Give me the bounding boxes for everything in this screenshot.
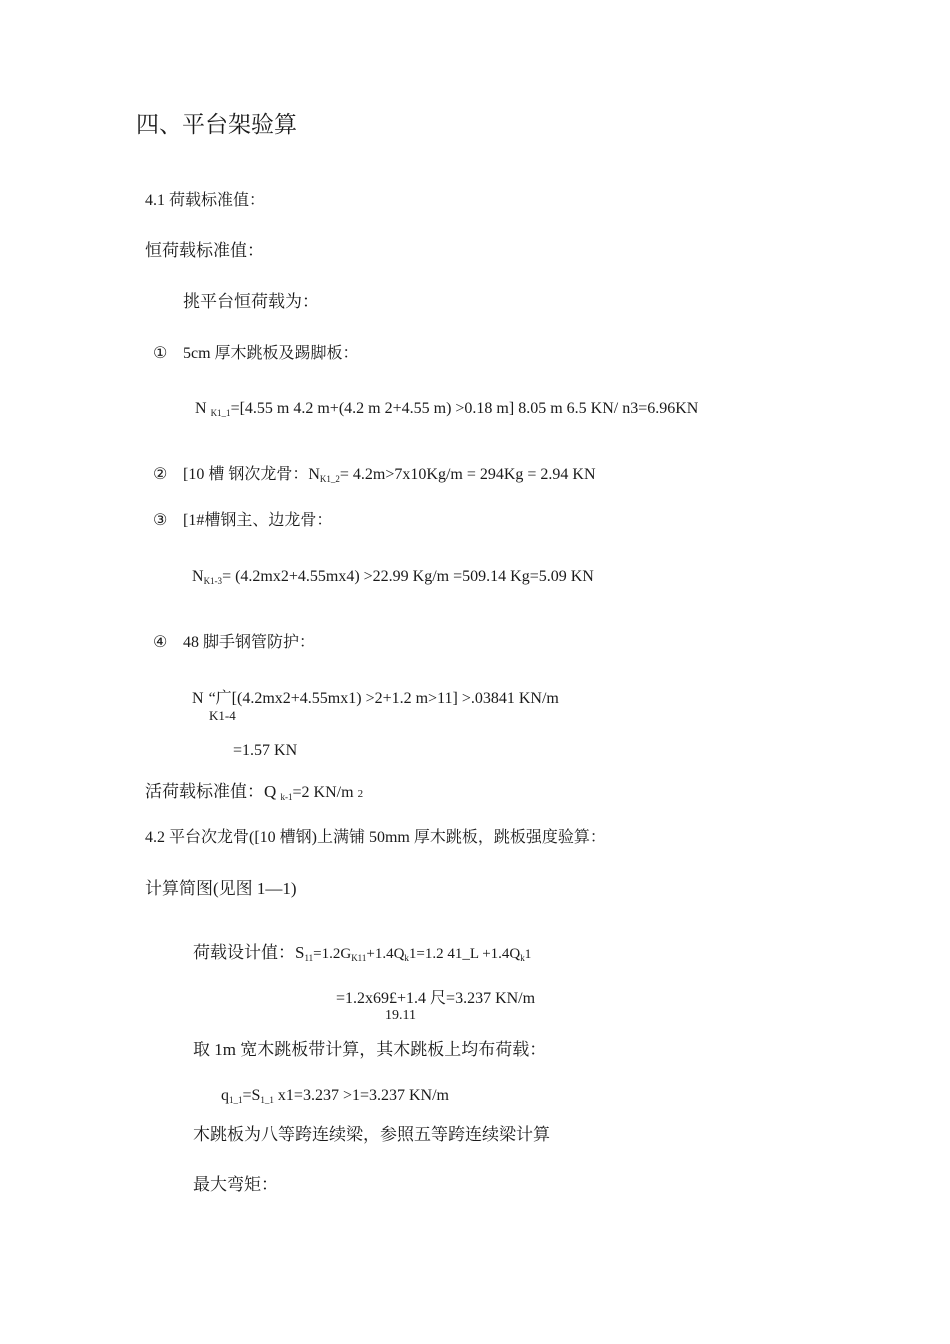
formula-nk1-1: [195, 399, 698, 420]
item-3: [153, 511, 332, 531]
formula-4-result: =1.57 KN: [233, 742, 298, 759]
dead-load-heading: 恒荷载标准值：: [145, 241, 264, 260]
formula-3-expression: = (4.2mx2+4.55mx4) >22.99 Kg/m =509.14 Kg=5.09 KN: [222, 568, 594, 585]
item-2-marker: ②: [153, 466, 168, 483]
formula-1-expression: =[4.55 m 4.2 m+(4.2 m 2+4.55 m) >0.18 m] 8.05 m 6.5 KN/ n3=6.96KN: [230, 400, 699, 417]
s-subscript: 1_1: [260, 1095, 274, 1105]
item-2-expression: = 4.2m>7x10Kg/m = 294Kg = 2.94 KN: [339, 466, 596, 483]
item-2: [153, 465, 596, 486]
design-load-line-2: =1.2x69£+1.4 尺=3.237 KN/m: [336, 990, 536, 1007]
design-load-part-3: +1.4Q: [366, 946, 405, 962]
section-4-1-heading: 4.1 荷载标准值：: [145, 192, 266, 209]
live-load-label: 活荷载标准值：Q: [145, 782, 281, 801]
design-load-line: [193, 943, 531, 965]
section-title: 四、平台架验算: [136, 112, 297, 137]
live-load-subscript: k-1: [280, 792, 293, 802]
item-2-subscript: K1_2: [319, 474, 340, 484]
q-symbol: q: [221, 1087, 229, 1104]
q-expression: x1=3.237 >1=3.237 KN/m: [273, 1087, 449, 1104]
strip-calc-text: 取 1m 宽木跳板带计算，其木跳板上均布荷载：: [193, 1040, 547, 1059]
item-4-marker: ④: [153, 634, 168, 651]
design-load-label: 荷载设计值：S: [193, 943, 305, 962]
item-1: [153, 344, 359, 364]
live-load-line: [145, 782, 363, 804]
calc-diagram-ref: 计算简图(见图 1—1): [145, 879, 297, 898]
item-4: [153, 633, 315, 653]
formula-4-expression: “广[(4.2mx2+4.55mx1) >2+1.2 m>11] >.03841 KN/m: [208, 690, 559, 707]
max-moment-label: 最大弯矩：: [193, 1175, 278, 1194]
formula-3-symbol: N: [192, 568, 204, 585]
item-2-text: [10 槽 钢次龙骨：N: [183, 466, 320, 483]
formula-4-subscript: K1-4: [209, 708, 236, 723]
design-load-line-3: 19.11: [385, 1008, 416, 1023]
formula-4-symbol: N: [192, 690, 204, 707]
q-formula: [221, 1086, 449, 1107]
item-3-marker: ③: [153, 512, 168, 529]
beam-text: 木跳板为八等跨连续梁，参照五等跨连续梁计算: [193, 1125, 550, 1144]
design-load-part-4: 1=1.2 41_L +1.4Q: [408, 946, 521, 962]
design-load-part-2: =1.2G: [313, 946, 352, 962]
section-4-2-heading: 4.2 平台次龙骨([10 槽钢)上满铺 50mm 厚木跳板，跳板强度验算：: [145, 829, 606, 846]
q-equals: =S: [242, 1087, 261, 1104]
item-4-text: 48 脚手钢管防护：: [183, 634, 316, 651]
design-load-part-5: 1: [524, 946, 532, 961]
q-subscript: 1_1: [229, 1095, 243, 1105]
live-load-exponent: 2: [357, 788, 364, 800]
formula-1-subscript: K1_1: [210, 408, 231, 418]
design-load-sub-4: k: [520, 953, 525, 963]
design-load-sub-3: k: [404, 953, 409, 963]
formula-3-subscript: K1-3: [203, 576, 223, 586]
design-load-sub-2: K11: [351, 953, 367, 963]
item-3-text: [1#槽钢主、边龙骨：: [183, 512, 333, 529]
live-load-value: =2 KN/m: [292, 784, 358, 801]
formula-nk1-3: [192, 567, 594, 588]
item-1-marker: ①: [153, 345, 168, 362]
design-load-sub-1: 11: [304, 953, 314, 963]
formula-nk1-4: [192, 689, 559, 709]
formula-1-symbol: N: [195, 400, 211, 417]
cantilever-intro: 挑平台恒荷载为：: [183, 292, 319, 311]
item-1-text: 5cm 厚木跳板及踢脚板：: [183, 345, 359, 362]
